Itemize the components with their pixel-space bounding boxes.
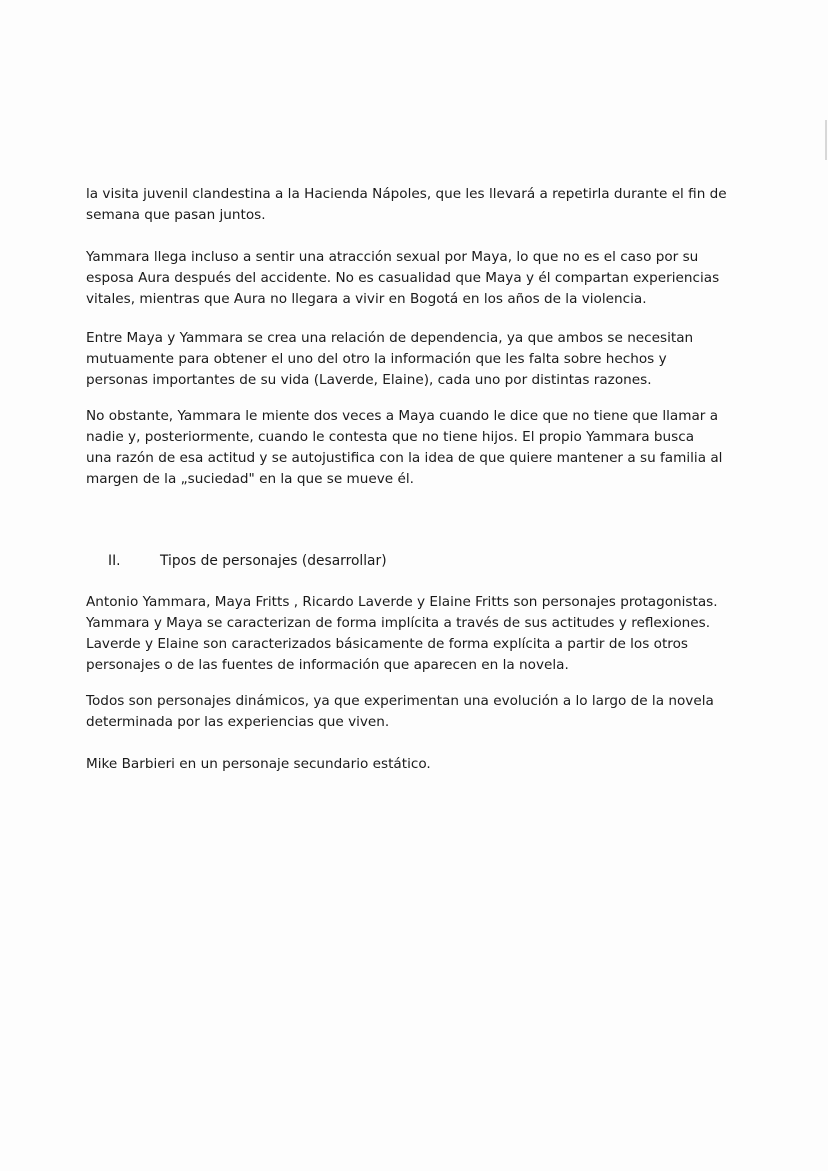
section-paragraph-3 — [86, 754, 736, 775]
paragraph-line: esposa Aura después del accidente. No es casualidad que Maya y él compartan experiencias — [86, 270, 720, 286]
paragraph-2 — [86, 247, 736, 310]
paragraph-line: personajes o de las fuentes de información que aparecen en la novela. — [86, 657, 569, 673]
paragraph-line: Yammara llega incluso a sentir una atracción sexual por Maya, lo que no es el caso por su — [86, 249, 699, 265]
scan-edge-mark — [825, 120, 827, 160]
paragraph-line: personas importantes de su vida (Laverde, Elaine), cada uno por distintas razones. — [86, 372, 652, 388]
paragraph-line: Yammara y Maya se caracterizan de forma implícita a través de sus actitudes y reflexiones. — [86, 615, 711, 631]
paragraph-line: Laverde y Elaine son caracterizados básicamente de forma explícita a partir de los otros — [86, 636, 688, 652]
section-title: Tipos de personajes (desarrollar) — [160, 553, 387, 569]
paragraph-line: determinada por las experiencias que viven. — [86, 714, 390, 730]
paragraph-line: una razón de esa actitud y se autojustifica con la idea de que quiere mantener a su familia al — [86, 450, 723, 466]
section-paragraph-2 — [86, 691, 736, 733]
paragraph-line: vitales, mientras que Aura no llegara a vivir en Bogotá en los años de la violencia. — [86, 291, 647, 307]
paragraph-line: margen de la „suciedad" en la que se mueve él. — [86, 471, 414, 487]
paragraph-1 — [86, 184, 736, 226]
paragraph-line: Todos son personajes dinámicos, ya que experimentan una evolución a lo largo de la novela — [86, 693, 714, 709]
paragraph-line: semana que pasan juntos. — [86, 207, 266, 223]
paragraph-line: Entre Maya y Yammara se crea una relación de dependencia, ya que ambos se necesitan — [86, 330, 694, 346]
paragraph-line: Mike Barbieri en un personaje secundario estático. — [86, 756, 431, 772]
paragraph-4 — [86, 406, 736, 490]
section-heading — [108, 551, 387, 572]
section-number: II. — [108, 553, 121, 569]
paragraph-line: Antonio Yammara, Maya Fritts , Ricardo Laverde y Elaine Fritts son personajes protagonistas. — [86, 594, 718, 610]
paragraph-3 — [86, 328, 736, 391]
section-paragraph-1 — [86, 592, 736, 676]
paragraph-line: la visita juvenil clandestina a la Hacienda Nápoles, que les llevará a repetirla durante el fin de — [86, 186, 727, 202]
paragraph-line: nadie y, posteriormente, cuando le contesta que no tiene hijos. El propio Yammara busca — [86, 429, 695, 445]
paragraph-line: No obstante, Yammara le miente dos veces a Maya cuando le dice que no tiene que llamar a — [86, 408, 719, 424]
paragraph-line: mutuamente para obtener el uno del otro la información que les falta sobre hechos y — [86, 351, 667, 367]
